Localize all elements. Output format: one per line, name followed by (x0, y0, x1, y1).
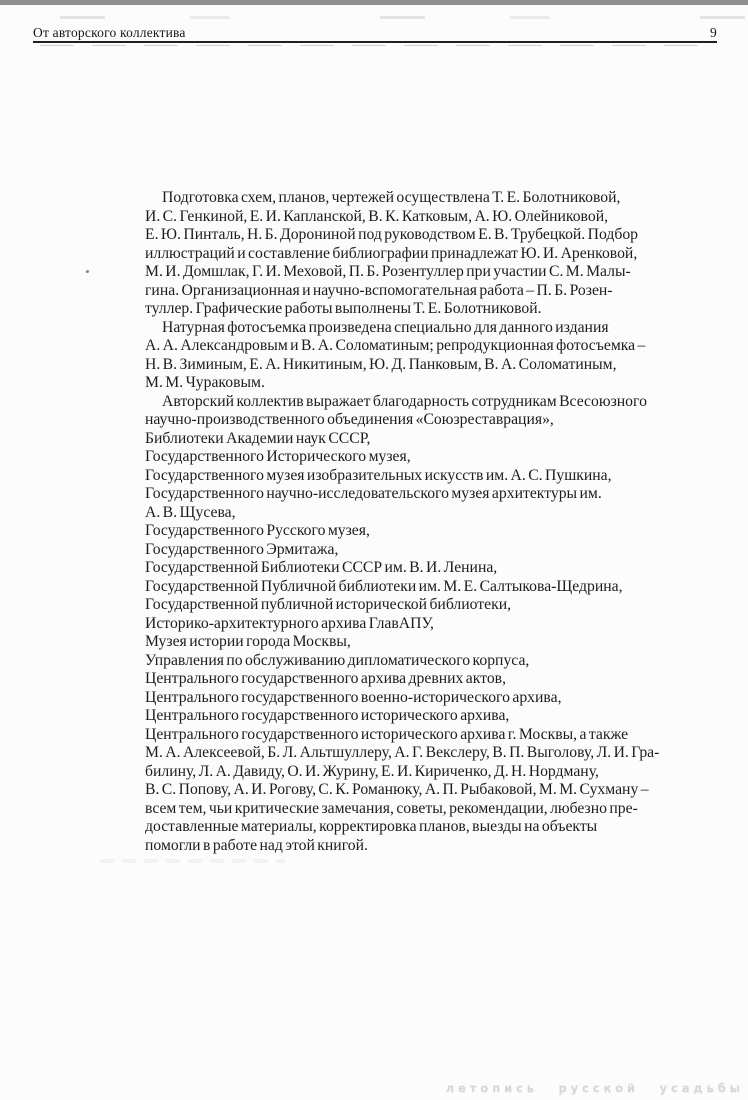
text-line: иллюстраций и составление библиографии принадлежат Ю. И. Аренковой, (145, 244, 638, 262)
scan-edge-bar (0, 0, 748, 5)
text-line: Историко-архитектурного архива ГлавАПУ, (145, 614, 434, 632)
text-line: Н. В. Зиминым, Е. А. Никитиным, Ю. Д. Панковым, В. А. Соломатиным, (145, 355, 617, 373)
header-rule (33, 41, 717, 43)
text-line: Государственного Русского музея, (145, 522, 370, 539)
text-line: Центрального государственного исторического архива г. Москвы, а также (145, 725, 629, 743)
text-line: Государственного музея изобразительных искусств им. А. С. Пушкина, (145, 466, 612, 484)
text-line: билину, Л. А. Давиду, О. И. Журину, Е. И. Кириченко, Д. Н. Нордману, (145, 762, 599, 780)
edition-watermark: летопись русской усадьбы (445, 1081, 744, 1095)
text-line: Государственного Исторического музея, (145, 448, 411, 465)
text-line: Государственной Библиотеки СССР им. В. И. Ленина, (145, 559, 498, 576)
scan-noise-dashes (0, 16, 748, 19)
text-line: Государственной публичной исторической библиотеки, (145, 596, 512, 613)
text-line: Е. Ю. Пинталь, Н. Б. Дорониной под руководством Е. В. Трубецкой. Подбор (145, 226, 639, 243)
text-line: Авторский коллектив выражает благодарность сотрудникам Всесоюзного (162, 392, 647, 410)
text-line: М. А. Алексеевой, Б. Л. Альтшуллеру, А. Г. Векслеру, В. П. Выголову, Л. И. Гра- (145, 744, 660, 761)
ink-bleed-smudge (100, 859, 285, 863)
text-line: Государственного научно-исследовательского музея архитектуры им. (145, 485, 602, 502)
text-line: туллер. Графические работы выполнены Т. Е. Болотниковой. (145, 300, 542, 317)
scan-speck (86, 270, 90, 274)
text-line: Государственной Публичной библиотеки им. М. Е. Салтыкова-Щедрина, (145, 577, 623, 595)
text-line: доставленные материалы, корректировка планов, выезды на объекты (145, 818, 598, 835)
text-line: В. С. Попову, А. И. Рогову, С. К. Романюку, А. П. Рыбаковой, М. М. Сухману – (145, 781, 649, 798)
text-line: Центрального государственного архива древних актов, (145, 670, 507, 687)
text-line: А. В. Щусева, (145, 503, 236, 521)
text-line: И. С. Генкиной, Е. И. Капланской, В. К. Катковым, А. Ю. Олейниковой, (145, 207, 609, 225)
body-text (145, 189, 697, 855)
text-line: М. И. Домшлак, Г. И. Меховой, П. Б. Розентуллер при участии С. М. Малы- (145, 263, 631, 280)
text-line: Центрального государственного военно-исторического архива, (145, 688, 562, 706)
text-line: М. М. Чураковым. (145, 374, 265, 391)
text-line: Библиотеки Академии наук СССР, (145, 429, 371, 447)
text-line: Подготовка схем, планов, чертежей осуществлена Т. Е. Болотниковой, (162, 189, 621, 206)
header-rule-ghost (40, 45, 716, 46)
text-line: Государственного Эрмитажа, (145, 540, 339, 558)
text-line: Центрального государственного исторического архива, (145, 707, 510, 724)
text-line: помогли в работе над этой книгой. (145, 836, 368, 854)
text-line: всем тем, чьи критические замечания, советы, рекомендации, любезно пре- (145, 799, 638, 817)
text-line: научно-производственного объединения «Союзреставрация», (145, 411, 554, 428)
text-line: Управления по обслуживанию дипломатического корпуса, (145, 651, 530, 669)
text-line: Музея истории города Москвы, (145, 633, 351, 650)
text-line: гина. Организационная и научно-вспомогательная работа – П. Б. Розен- (145, 281, 613, 299)
text-line: А. А. Александровым и В. А. Соломатиным; репродукционная фотосъемка – (145, 337, 646, 354)
page-number: 9 (710, 25, 717, 40)
text-line: Натурная фотосъемка произведена специально для данного издания (162, 318, 609, 336)
running-header (33, 25, 717, 41)
running-header-title: От авторского коллектива (33, 25, 186, 40)
